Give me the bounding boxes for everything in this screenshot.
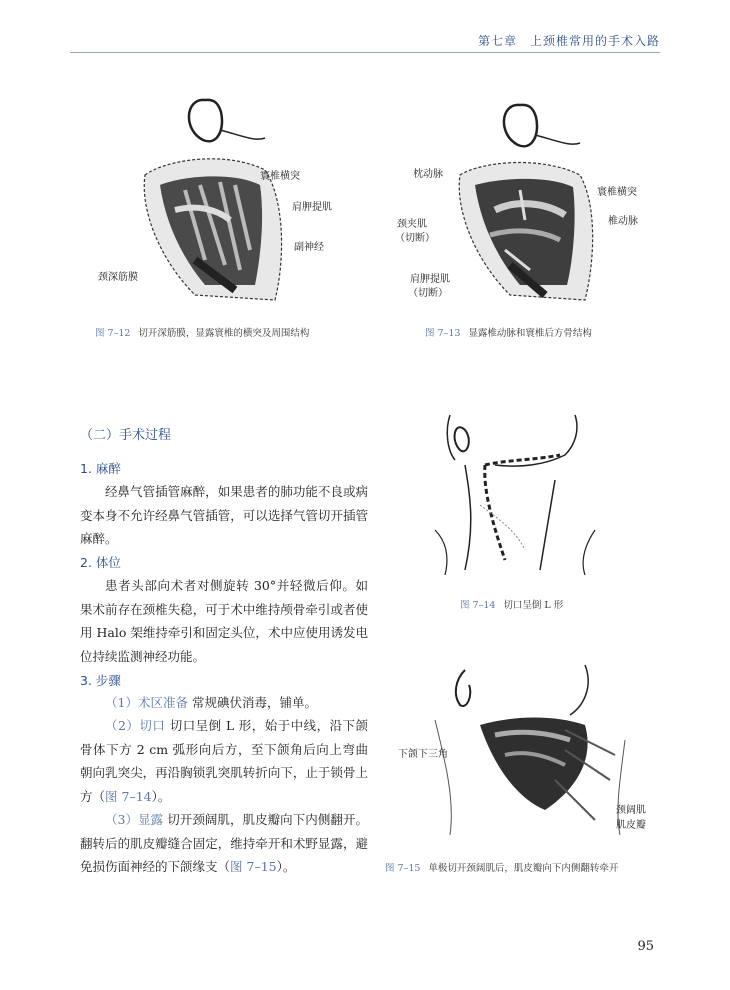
chapter-title: 第七章 上颈椎常用的手术入路 bbox=[477, 34, 660, 48]
caption-text: 显露椎动脉和寰椎后方骨结构 bbox=[468, 328, 592, 339]
figure-number: 图 7–13 bbox=[425, 328, 461, 339]
label-levator-cut: （切断） bbox=[408, 288, 448, 299]
label-vertebral-artery: 椎动脉 bbox=[608, 216, 638, 227]
paragraph-position: 患者头部向术者对侧旋转 30°并轻微后仰。如果术前存在颈椎失稳，可于术中维持颅骨牵引或者使用 Halo 架维持牵引和固定头位，术中应使用诱发电位持续监测神经功能。 bbox=[80, 578, 368, 664]
heading-anesthesia: 1. 麻醉 bbox=[80, 461, 121, 476]
figure-ref-7-14[interactable]: 图 7–14 bbox=[105, 788, 152, 804]
heading-steps: 3. 步骤 bbox=[80, 673, 121, 688]
figure-7-14-illustration bbox=[425, 410, 605, 580]
section-title: （二）手术过程 bbox=[80, 428, 172, 443]
step-2-text: 切口呈倒 L 形，始于中线，沿下颌骨体下方 2 cm 弧形向后方，至下颌角后向上弯曲朝向乳突尖，再沿胸锁乳突肌转折向下，止于锁骨上方（ bbox=[80, 718, 369, 804]
step-2-label: （2）切口 bbox=[105, 718, 166, 733]
label-splenius: 颈夹肌 bbox=[397, 219, 427, 230]
caption-text: 单极切开颈阔肌后，肌皮瓣向下内侧翻转牵开 bbox=[428, 863, 619, 874]
label-submandibular-triangle: 下颌下三角 bbox=[398, 749, 448, 760]
label-atlas-transverse: 寰椎横突 bbox=[597, 187, 637, 198]
page-number: 95 bbox=[637, 939, 654, 954]
label-atlas-transverse: 寰椎横突 bbox=[260, 171, 300, 182]
figure-number: 图 7–12 bbox=[95, 328, 131, 339]
figure-7-12-caption bbox=[95, 325, 309, 339]
step-3-end: ）。 bbox=[276, 859, 296, 874]
running-header bbox=[70, 28, 660, 53]
figure-7-12-illustration bbox=[125, 90, 305, 310]
label-occipital-artery: 枕动脉 bbox=[413, 169, 443, 180]
step-1 bbox=[80, 691, 368, 715]
step-3-text: 切开颈阔肌，肌皮瓣向下内侧翻开。翻转后的肌皮瓣缝合固定，维持牵开和术野显露，避免损伤面神经的下颌缘支（ bbox=[80, 812, 368, 874]
figure-7-13-caption bbox=[425, 325, 592, 339]
figure-7-13-illustration bbox=[435, 90, 615, 310]
figure-7-14-caption bbox=[460, 597, 563, 611]
label-deep-fascia: 颈深筋膜 bbox=[98, 272, 138, 283]
paragraph-anesthesia: 经鼻气管插管麻醉，如果患者的肺功能不良或病变本身不允许经鼻气管插管，可以选择气管切开插管麻醉。 bbox=[80, 484, 368, 546]
step-2 bbox=[80, 714, 368, 808]
label-splenius-cut: （切断） bbox=[395, 233, 435, 244]
step-3-label: （3）显露 bbox=[105, 812, 164, 827]
label-levator-scapulae: 肩胛提肌 bbox=[410, 274, 450, 285]
caption-text: 切开深筋膜，显露寰椎的横突及周围结构 bbox=[138, 328, 310, 339]
figure-ref-7-15[interactable]: 图 7–15 bbox=[230, 859, 277, 874]
step-3 bbox=[80, 808, 368, 879]
label-musculocutaneous-flap: 肌皮瓣 bbox=[616, 820, 646, 831]
figure-7-15-caption bbox=[385, 860, 618, 874]
figure-number: 图 7–14 bbox=[460, 600, 496, 611]
step-1-text: 常规碘伏消毒，铺单。 bbox=[191, 695, 317, 710]
step-2-end: ）。 bbox=[151, 788, 171, 804]
figure-number: 图 7–15 bbox=[385, 863, 421, 874]
heading-position: 2. 体位 bbox=[80, 555, 121, 570]
label-accessory-nerve: 副神经 bbox=[294, 242, 324, 253]
caption-text: 切口呈倒 L 形 bbox=[503, 600, 564, 611]
step-1-label: （1）术区准备 bbox=[105, 695, 188, 710]
label-platysma: 颈阔肌 bbox=[616, 805, 646, 816]
label-levator-scapulae: 肩胛提肌 bbox=[292, 202, 332, 213]
